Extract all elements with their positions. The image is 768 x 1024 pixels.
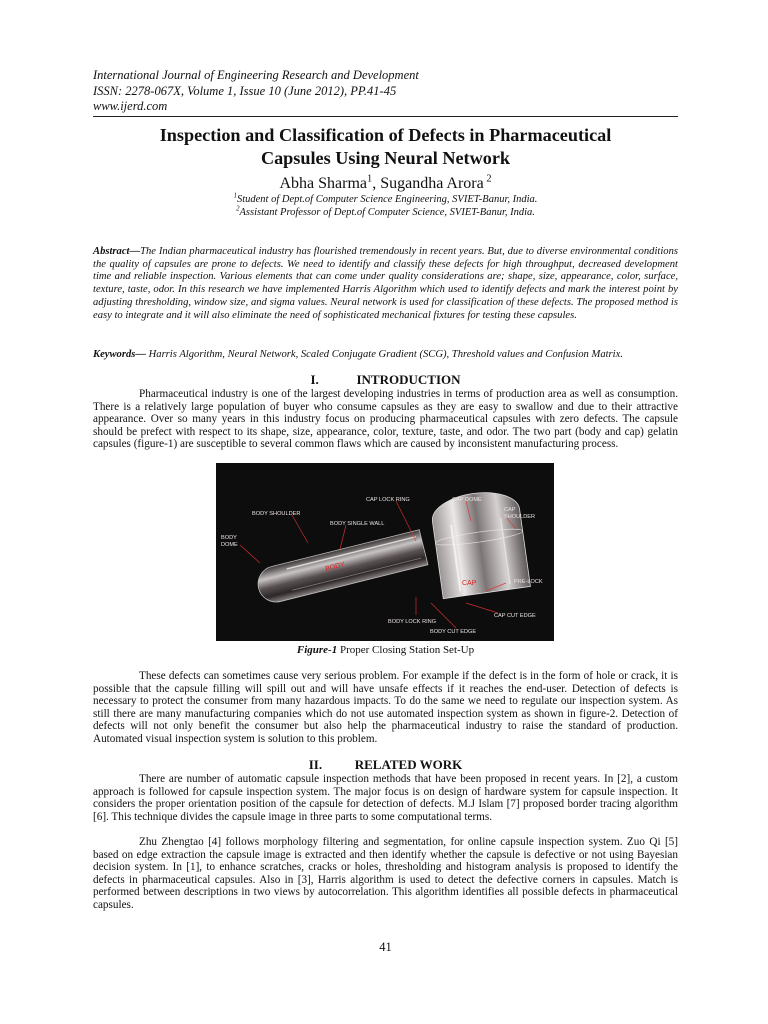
affiliation-2-mark: 2	[236, 205, 240, 213]
affiliation-2	[93, 206, 678, 219]
journal-header	[93, 68, 683, 115]
label-body-cut-edge: BODY CUT EDGE	[430, 629, 477, 635]
label-body-dome-1: BODY	[221, 535, 237, 541]
journal-name: International Journal of Engineering Research and Development	[93, 68, 419, 82]
title-line-1: Inspection and Classification of Defects in Pharmaceutical	[159, 125, 612, 145]
affiliation-2-text: Assistant Professor of Dept.of Computer Science, SVIET-Banur, India.	[239, 207, 535, 218]
paper-title	[93, 124, 678, 170]
author-1: Abha Sharma	[279, 175, 367, 192]
section-heading-related-work	[93, 757, 678, 772]
label-cap-cut-edge: CAP CUT EDGE	[494, 613, 536, 619]
label-pre-lock: PRE-LOCK	[514, 579, 543, 585]
label-body: BODY	[324, 561, 346, 573]
journal-issn: ISSN: 2278-067X, Volume 1, Issue 10 (June 2012), PP.41-45	[93, 83, 397, 98]
related-work-paragraph-1: There are number of automatic capsule inspection methods that have been proposed in recent years. In [2], a custom approach is followed for capsule inspection system. The major focus is on design of hardware system for capsule inspection. It considers the proper orientation position of the capsule for detection of defects. M.J Islam [7] proposed border tracing algorithm [6]. This technique divides the capsule image in three parts to some computational terms.	[93, 773, 678, 823]
section-title: INTRODUCTION	[356, 372, 461, 387]
label-body-dome-2: DOME	[221, 542, 238, 548]
defects-paragraph: These defects can sometimes cause very serious problem. For example if the defect is in the form of hole or crack, it is possible that the capsule filling will spill out and will have unsafe effects if it reaches the end-user. Detection of defects is necessary to protect the consumer from many hazardous impacts. To do the same we need to regulate our inspection system. As still there are many manufacturing companies which do not use automated inspection system as shown in figure-2. Detection of defects will not only benefit the consumer but also help the pharmaceutical industry to raise the standard of production. Automated visual inspection system is solution to this problem.	[93, 670, 678, 745]
label-cap: CAP	[462, 580, 477, 587]
affiliation-1-text: Student of Dept.of Computer Science Engineering, SVIET-Banur, India.	[236, 194, 538, 205]
header-rule	[93, 116, 678, 117]
label-body-lock-ring: BODY LOCK RING	[388, 619, 437, 625]
section-title: RELATED WORK	[354, 757, 463, 772]
author-separator: ,	[372, 175, 381, 192]
section-number: I.	[310, 372, 319, 387]
title-line-2: Capsules Using Neural Network	[260, 148, 511, 168]
label-cap-shoulder-2: SHOULDER	[504, 514, 536, 520]
related-work-paragraph-2: Zhu Zhengtao [4] follows morphology filtering and segmentation, for online capsule inspection system. Zuo Qi [5] based on edge extraction the capsule image is extracted and then identify whether the capsule is defective or not using Bayesian decision system. In [1], to enhance scratches, cracks or holes, thresholding and histogram analysis is proposed to identify the defects in pharmaceutical capsules. Also in [3], Harris algorithm is used to detect the defective corners in capsules. Match is performed between descriptions in two views by autocorrelation. This algorithm identifies all possible defects in pharmaceutical capsules.	[93, 836, 678, 911]
label-cap-lock-ring: CAP LOCK RING	[366, 497, 410, 503]
keywords-text: Harris Algorithm, Neural Network, Scaled Conjugate Gradient (SCG), Threshold values and Confusion Matrix.	[145, 349, 623, 360]
page-number: 41	[379, 940, 392, 954]
abstract	[93, 246, 678, 322]
keywords-label: Keywords—	[93, 349, 146, 360]
affiliations	[93, 193, 678, 219]
affiliation-1-mark: 1	[233, 192, 237, 200]
introduction-paragraph: Pharmaceutical industry is one of the largest developing industries in terms of production area as well as consumption. There is a relatively large population of buyer who consume capsules as they are easy to swallow and due to their attractive appearance. Over so many years in this industry focus on producing pharmaceutical capsules with zero defects. The capsule should be prefect with respect to its shape, size, appearance, color, texture, taste, and odor. The two part (body and cap) gelatin capsules (figure-1) are susceptible to several common flaws which are caused by inconsistent manufacturing process.	[93, 388, 678, 451]
author-1-mark: 1	[367, 173, 373, 185]
label-body-shoulder: BODY SHOULDER	[252, 511, 301, 517]
section-heading-introduction	[93, 372, 678, 387]
author-2: Sugandha Arora	[380, 175, 484, 192]
caption-text: Proper Closing Station Set-Up	[337, 644, 475, 656]
section-number: II.	[308, 757, 323, 772]
capsule-diagram	[216, 463, 554, 641]
author-list	[93, 174, 678, 194]
figure-capsule-image	[216, 463, 554, 641]
label-cap-shoulder-1: CAP	[504, 507, 516, 513]
label-body-single-wall: BODY SINGLE WALL	[330, 521, 385, 527]
author-2-mark: 2	[483, 173, 492, 185]
journal-website: www.ijerd.com	[93, 99, 168, 113]
label-cap-dome: CAP DOME	[452, 497, 482, 503]
figure-caption	[93, 644, 678, 657]
abstract-text: The Indian pharmaceutical industry has flourished tremendously in recent years. But, due to diverse environmental conditions the quality of capsules are prone to defects. We need to identify and classify these defects for high throughput, decreased development time and reliable inspection. Various elements that can come under quality considerations are; shape, size, appearance, color, surface, texture, taste, odor. In this research we have implemented Harris Algorithm which used to identify defects and mark the interest point by adjusting thresholding, window size, and sigma values. Neural network is used for classification of these defects. The proposed method is easy to integrate and it will also eliminate the need of sophisticated mechanical fixtures for testing these capsules.	[93, 246, 678, 321]
caption-label: Figure-1	[296, 644, 338, 656]
keywords	[93, 348, 693, 361]
affiliation-1	[93, 193, 678, 206]
abstract-label: Abstract—	[93, 246, 141, 257]
